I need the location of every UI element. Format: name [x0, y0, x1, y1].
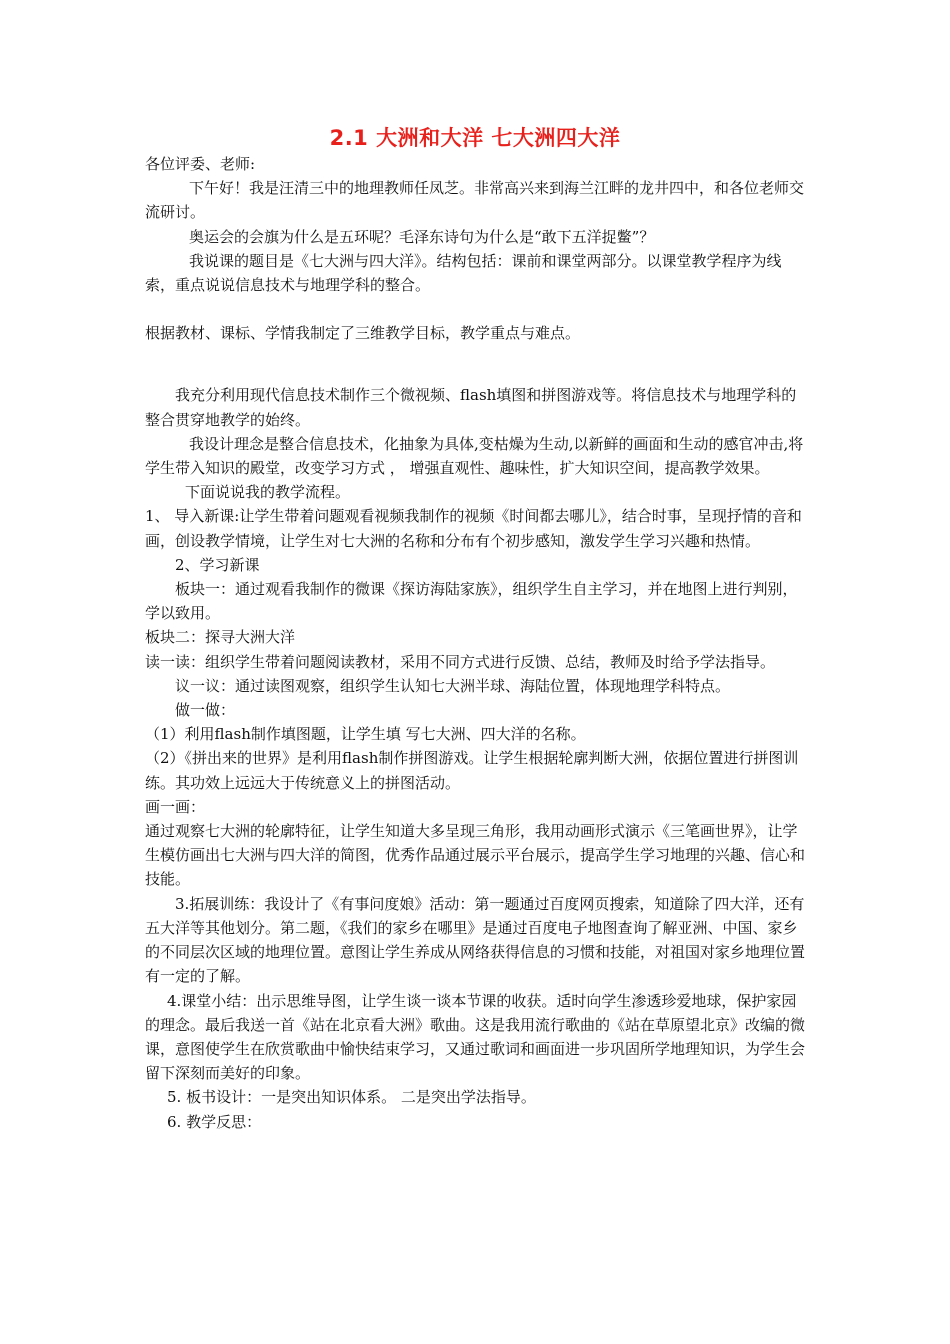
paragraph-step-5: 5. 板书设计：一是突出知识体系。 二是突出学法指导。: [167, 1088, 536, 1107]
blank-line: [145, 345, 810, 369]
paragraph-discuss: 议一议：通过读图观察，组织学生认知七大洲半球、海陆位置，体现地理学科特点。: [175, 676, 731, 695]
greeting-paragraph: 各位评委、老师:: [145, 155, 256, 173]
paragraph-draw-heading: 画一画：: [145, 797, 206, 816]
paragraph-do-1: （1）利用flash制作填图题，让学生填 写七大洲、四大洋的名称。: [145, 725, 586, 744]
paragraph-step-6: 6. 教学反思：: [167, 1112, 262, 1131]
paragraph-question: 奥运会的会旗为什么是五环呢？毛泽东诗句为什么是“敢下五洋捉鳖”？: [189, 227, 655, 246]
paragraph-flow-intro: 下面说说我的教学流程。: [185, 483, 351, 502]
paragraph-design-concept: 我设计理念是整合信息技术，化抽象为具体,变枯燥为生动,以新鲜的画面和生动的感官冲击,将学生带入知识的殿堂，改变学习方式 ， 增强直观性、趣味性，扩大知识空间，提高教学效果。: [145, 434, 804, 478]
document-title: 2.1 大洲和大洋 七大洲四大洋: [329, 126, 621, 150]
paragraph-read: 读一读：组织学生带着问题阅读教材，采用不同方式进行反馈、总结，教师及时给予学法指导。: [145, 652, 776, 671]
paragraph-step-2: 2、学习新课: [175, 555, 260, 574]
paragraph-step-4: 4.课堂小结：出示思维导图，让学生谈一谈本节课的收获。适时向学生渗透珍爱地球，保护家园的理念。最后我送一首《站在北京看大洲》歌曲。这是我用流行歌曲的《站在草原望北京》改编的微课，意图使学生在欣赏歌曲中愉快结束学习，又通过歌词和画面进一步巩固所学地理知识，为学生会留下深刻而美好的印象。: [145, 991, 806, 1083]
paragraph-step-1: 1、 导入新课:让学生带着问题观看视频我制作的视频《时间都去哪儿》，结合时事，呈现抒情的音和画，创设教学情境，让学生对七大洲的名称和分布有个初步感知，激发学生学习兴趣和热情。: [145, 507, 802, 550]
paragraph-step-3: 3.拓展训练：我设计了《有事问度娘》活动：第一题通过百度网页搜索，知道除了四大洋，还有五大洋等其他划分。第二题，《我们的家乡在哪里》是通过百度电子地图查询了解亚洲、中国、家乡的不同层次区域的地理位置。意图让学生养成从网络获得信息的习惯和技能，对祖国对家乡地理位置有一定的了解。: [145, 894, 806, 986]
paragraph-objectives: 根据教材、课标、学情我制定了三维教学目标，教学重点与难点。: [145, 324, 581, 343]
paragraph-block-1: 板块一：通过观看我制作的微课《探访海陆家族》，组织学生自主学习，并在地图上进行判别，学以致用。: [145, 580, 798, 623]
paragraph-do-2: （2）《拼出来的世界》是利用flash制作拼图游戏。让学生根据轮廓判断大洲，依据位置进行拼图训练。其功效上远远大于传统意义上的拼图活动。: [145, 749, 799, 792]
document-body: [145, 152, 810, 1134]
paragraph-block-2: 板块二：探寻大洲大洋: [145, 628, 296, 647]
paragraph-technology: 我充分利用现代信息技术制作三个微视频、flash填图和拼图游戏等。将信息技术与地理学科的整合贯穿地教学的始终。: [145, 386, 797, 429]
paragraph-topic: 我说课的题目是《七大洲与四大洋》。结构包括：课前和课堂两部分。以课堂教学程序为线索，重点说说信息技术与地理学科的整合。: [145, 251, 782, 295]
paragraph-intro: 下午好！我是汪清三中的地理教师任凤芝。非常高兴来到海兰江畔的龙井四中，和各位老师交流研讨。: [145, 179, 805, 222]
paragraph-do: 做一做：: [175, 701, 236, 720]
paragraph-draw: 通过观察七大洲的轮廓特征，让学生知道大多呈现三角形，我用动画形式演示《三笔画世界》，让学生模仿画出七大洲与四大洋的简图，优秀作品通过展示平台展示，提高学生学习地理的兴趣、信心和技能。: [145, 822, 806, 889]
blank-line: [145, 297, 810, 321]
